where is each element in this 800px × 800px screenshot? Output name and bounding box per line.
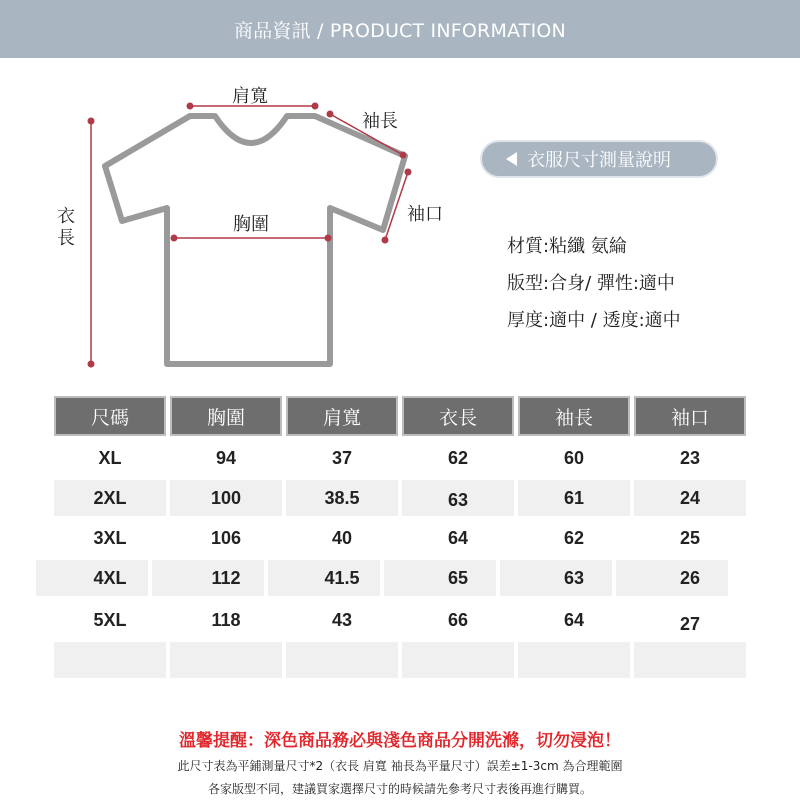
- table-cell: 61: [563, 488, 585, 508]
- row-stripe: [500, 560, 612, 596]
- row-stripe: [384, 560, 496, 596]
- table-cell: 24: [679, 488, 701, 508]
- table-cell: 41.5: [324, 568, 360, 588]
- table-cell: 3XL: [93, 528, 127, 548]
- header-body-length: 衣長: [402, 396, 514, 436]
- table-cell: 65: [447, 568, 469, 588]
- table-cell: 5XL: [93, 610, 127, 630]
- table-cell: 27: [679, 614, 701, 634]
- chest-label: 胸圍: [233, 214, 269, 235]
- header-title: 商品資訊 / PRODUCT INFORMATION: [234, 19, 566, 42]
- header-size: 尺碼: [54, 396, 166, 436]
- table-cell: 100: [210, 488, 242, 508]
- table-cell: 2XL: [93, 488, 127, 508]
- body-length-label: 衣長: [57, 206, 75, 249]
- row-stripe: [36, 560, 148, 596]
- tshirt-illustration: [0, 58, 800, 388]
- table-cell: 64: [563, 610, 585, 630]
- size-guide-label: 衣服尺寸測量說明: [527, 150, 671, 171]
- table-cell: 4XL: [93, 568, 127, 588]
- purchase-note: 各家版型不同，建議買家選擇尺寸的時候請先參考尺寸表後再進行購買。: [207, 782, 592, 796]
- care-warning: 溫馨提醒：深色商品務必與淺色商品分開洗滌，切勿浸泡！: [179, 731, 621, 751]
- fit-spec: 版型:合身/ 彈性:適中: [507, 273, 675, 294]
- cuff-label: 袖口: [407, 204, 443, 225]
- triangle-left-icon: [506, 152, 517, 166]
- measurement-note: 此尺寸表為平鋪測量尺寸*2（衣長 肩寬 袖長為平量尺寸）誤差±1-3cm 為合理範圍: [177, 759, 623, 773]
- header-cuff: 袖口: [634, 396, 746, 436]
- row-stripe: [518, 642, 630, 678]
- table-cell: 38.5: [324, 488, 360, 508]
- table-cell: 62: [447, 448, 469, 468]
- thickness-spec: 厚度:適中 / 透度:適中: [507, 310, 681, 331]
- row-stripe: [286, 642, 398, 678]
- table-cell: 62: [563, 528, 585, 548]
- row-stripe: [634, 642, 746, 678]
- row-stripe: [170, 642, 282, 678]
- table-cell: 64: [447, 528, 469, 548]
- table-cell: 112: [211, 568, 241, 588]
- header-sleeve-length: 袖長: [518, 396, 630, 436]
- row-stripe: [54, 642, 166, 678]
- table-cell: XL: [98, 448, 122, 468]
- table-cell: 60: [563, 448, 585, 468]
- measurement-diagram: [0, 58, 800, 388]
- size-guide-tag: [482, 142, 716, 176]
- table-cell: 40: [331, 528, 353, 548]
- header-chest: 胸圍: [170, 396, 282, 436]
- material-spec: 材質:粘纖 氨綸: [507, 236, 627, 257]
- table-cell: 23: [679, 448, 701, 468]
- row-stripe: [402, 642, 514, 678]
- row-stripe: [152, 560, 264, 596]
- table-cell: 63: [447, 490, 469, 510]
- page-header: [0, 0, 800, 58]
- table-cell: 43: [331, 610, 353, 630]
- table-cell: 118: [211, 610, 241, 630]
- table-cell: 26: [679, 568, 701, 588]
- table-cell: 106: [210, 528, 242, 548]
- table-cell: 25: [679, 528, 701, 548]
- table-cell: 66: [447, 610, 469, 630]
- table-cell: 63: [563, 568, 585, 588]
- shoulder-label: 肩寬: [232, 86, 268, 107]
- tshirt-outline: [105, 116, 405, 364]
- table-cell: 37: [331, 448, 353, 468]
- header-shoulder: 肩寬: [286, 396, 398, 436]
- row-stripe: [616, 560, 728, 596]
- table-cell: 94: [215, 448, 237, 468]
- sleeve-length-label: 袖長: [362, 111, 398, 132]
